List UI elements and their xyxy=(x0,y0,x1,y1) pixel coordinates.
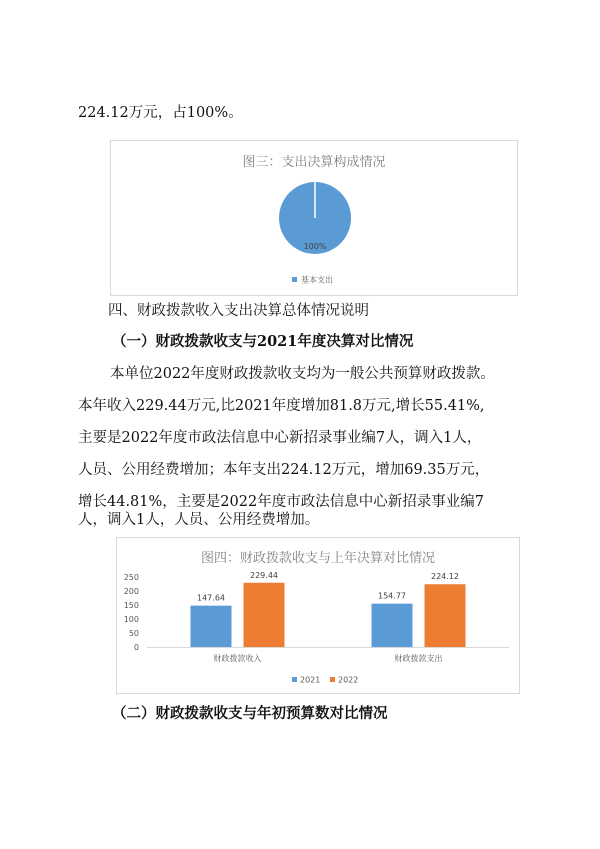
pie-legend-swatch xyxy=(292,277,297,282)
paragraph-line-6: 人，调入1人，人员、公用经费增加。 xyxy=(78,512,320,528)
pie-data-label: 100% xyxy=(303,242,327,251)
bar xyxy=(191,606,232,647)
bar-data-label: 147.64 xyxy=(197,593,225,603)
paragraph-line-4: 人员、公用经费增加；本年支出224.12万元，增加69.35万元， xyxy=(78,462,490,478)
paragraph-line-5: 增长44.81%，主要是2022年度市政法信息中心新招录事业编7 xyxy=(78,494,484,510)
pie-legend-label: 基本支出 xyxy=(301,275,333,285)
legend-swatch xyxy=(292,677,297,682)
y-tick-label: 50 xyxy=(128,629,139,638)
paragraph-line-2: 本年收入229.44万元,比2021年度增加81.8万元,增长55.41%, xyxy=(78,398,485,414)
pie-chart-title: 图三：支出决算构成情况 xyxy=(242,155,386,170)
pie-chart-container xyxy=(110,140,518,296)
legend-swatch xyxy=(330,677,335,682)
bar xyxy=(244,583,285,647)
subsection-heading-2: （二）财政拨款收支与年初预算数对比情况 xyxy=(112,705,388,722)
pie-chart-svg xyxy=(111,141,517,295)
section-heading-4: 四、财政拨款收入支出决算总体情况说明 xyxy=(108,303,369,319)
bar xyxy=(372,604,413,647)
bar-data-label: 229.44 xyxy=(250,570,278,580)
y-tick-label: 200 xyxy=(123,587,139,596)
legend-label: 2021 xyxy=(300,675,321,685)
text-line-top: 224.12万元，占100%。 xyxy=(78,105,243,121)
bar-data-label: 224.12 xyxy=(431,572,459,582)
x-category-label: 财政拨款收入 xyxy=(213,654,262,663)
legend-label: 2022 xyxy=(338,675,359,685)
y-tick-label: 0 xyxy=(133,643,139,652)
paragraph-line-1: 本单位2022年度财政拨款收支均为一般公共预算财政拨款。 xyxy=(110,366,495,382)
y-tick-label: 250 xyxy=(123,573,139,582)
bar xyxy=(425,584,466,647)
paragraph-line-3: 主要是2022年度市政法信息中心新招录事业编7人，调入1人， xyxy=(78,430,482,446)
x-category-label: 财政拨款支出 xyxy=(394,654,443,663)
bar-chart-title: 图四：财政拨款收支与上年决算对比情况 xyxy=(200,551,435,566)
y-tick-label: 150 xyxy=(123,601,139,610)
bar-data-label: 154.77 xyxy=(378,591,406,601)
bar-chart-svg xyxy=(117,538,519,693)
y-tick-label: 100 xyxy=(123,615,139,624)
subsection-heading-1: （一）财政拨款收支与2021年度决算对比情况 xyxy=(112,333,414,350)
bar-chart-container xyxy=(116,537,520,694)
